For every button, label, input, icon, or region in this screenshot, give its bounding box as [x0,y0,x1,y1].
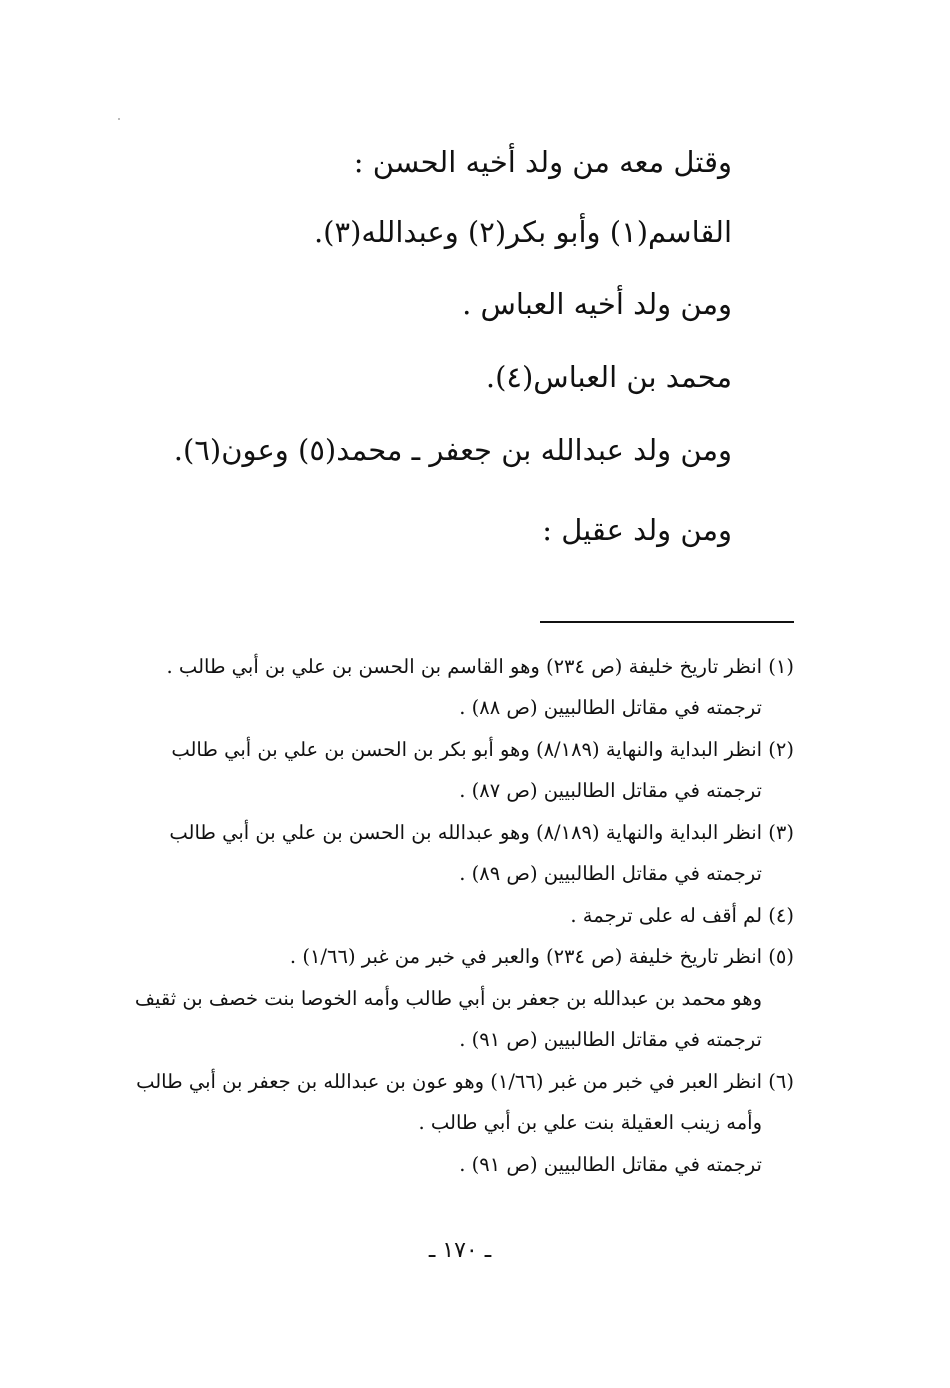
footnote-4-line-1: (٤) لم أقف له على ترجمة . [570,904,794,927]
main-line-2: القاسم(١) وأبو بكر(٢) وعبدالله(٣). [313,215,732,249]
footnote-2-line-2: ترجمته في مقاتل الطالبيين (ص ٨٧) . [459,779,762,802]
footnote-1-line-2: ترجمته في مقاتل الطالبيين (ص ٨٨) . [459,696,762,719]
footnote-5-line-2: وهو محمد بن عبدالله بن جعفر بن أبي طالب وأمه الخوصا بنت خصف بن ثقيف [134,987,762,1010]
footnote-divider [540,621,794,623]
footnote-2-line-1: (٢) انظر البداية والنهاية (٨/١٨٩) وهو أبو بكر بن الحسن بن علي بن أبي طالب [171,738,794,761]
main-line-1: وقتل معه من ولد أخيه الحسن : [353,145,732,179]
footnote-3-line-2: ترجمته في مقاتل الطالبيين (ص ٨٩) . [459,862,762,885]
main-line-6: ومن ولد عقيل : [542,513,732,547]
page-number: ـ ١٧٠ ـ [428,1238,492,1263]
footnote-3-line-1: (٣) انظر البداية والنهاية (٨/١٨٩) وهو عبدالله بن الحسن بن علي بن أبي طالب [169,821,794,844]
main-line-3: ومن ولد أخيه العباس . [462,287,732,321]
footnote-1-line-1: (١) انظر تاريخ خليفة (ص ٢٣٤) وهو القاسم بن الحسن بن علي بن أبي طالب . [166,655,794,678]
footnote-5-line-1: (٥) انظر تاريخ خليفة (ص ٢٣٤) والعبر في خبر من غبر (١/٦٦) . [289,945,794,968]
footnote-6-line-1: (٦) انظر العبر في خبر من غبر (١/٦٦) وهو عون بن عبدالله بن جعفر بن أبي طالب [136,1070,794,1093]
scan-speck [118,118,120,120]
footnote-5-line-3: ترجمته في مقاتل الطالبيين (ص ٩١) . [459,1028,762,1051]
footnote-6-line-3: ترجمته في مقاتل الطالبيين (ص ٩١) . [459,1153,762,1176]
main-line-4: محمد بن العباس(٤). [485,360,732,394]
main-line-5: ومن ولد عبدالله بن جعفر ـ محمد(٥) وعون(٦). [173,433,732,467]
footnote-6-line-2: وأمه زينب العقيلة بنت علي بن أبي طالب . [418,1111,762,1134]
